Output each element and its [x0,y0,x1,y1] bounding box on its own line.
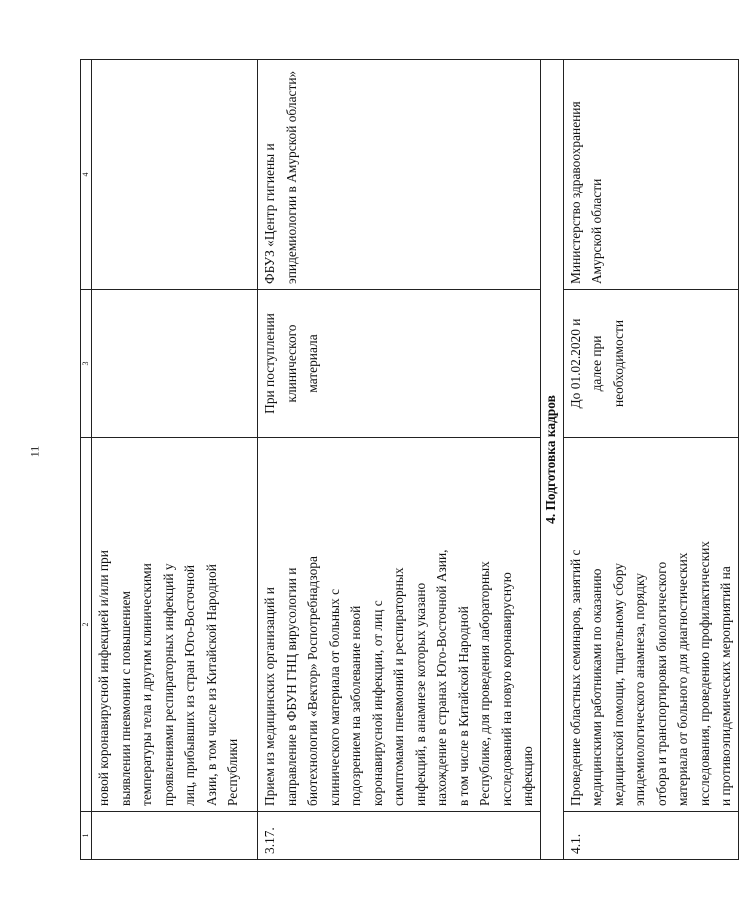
row-number: 3.17. [258,812,541,860]
measures-table [80,59,739,860]
term-cell: При поступлении клинического материала [258,290,541,438]
section-title: 4. Подготовка кадров [540,60,563,860]
table-row [92,60,258,860]
table-row [563,60,738,860]
column-number: 1 [81,812,92,860]
row-number: 4.1. [563,812,738,860]
responsible-cell [92,60,258,290]
table-row [258,60,541,860]
measure-cell: новой коронавирусной инфекцией и/или при выявлении пневмонии с повышением температуры тела и другим клиническими проявлениями респираторных инфекций у лиц, прибывших из стран Юго-Восточной Азии, в том числе из Китайской Народной Республики [92,438,258,812]
measure-cell: Прием из медицинских организаций и направление в ФБУН ГНЦ вирусологии и биотехнологии «Вектор» Роспотребнадзора клинического материала от больных с подозрением на заболевание новой коронавирусной инфекции, от лиц с симптомами пневмоний и респираторных инфекций, в анамнезе которых указано нахождение в странах Юго-Восточной Азии, в том числе в Китайской Народной Республике, для проведения лабораторных исследований на новую коронавирусную инфекцию [258,438,541,812]
column-number: 4 [81,60,92,290]
row-number [92,812,258,860]
column-number: 3 [81,290,92,438]
rotated-table-area [80,60,733,860]
term-cell [92,290,258,438]
responsible-cell: Министерство здравоохранения Амурской области [563,60,738,290]
column-number: 2 [81,438,92,812]
section-row [540,60,563,860]
term-cell: До 01.02.2020 и далее при необходимости [563,290,738,438]
responsible-cell: ФБУЗ «Центр гигиены и эпидемиологии в Амурской области» [258,60,541,290]
column-number-row [81,60,92,860]
page-number: 11 [27,445,42,458]
measure-cell: Проведение областных семинаров, занятий с медицинскими работниками по оказанию медицинской помощи, тщательному сбору эпидемиологического анамнеза, порядку отбора и транспортировки биологического материала от больного для диагностических исследования, проведению профилактических и противоэпидемических мероприятий на [563,438,738,812]
